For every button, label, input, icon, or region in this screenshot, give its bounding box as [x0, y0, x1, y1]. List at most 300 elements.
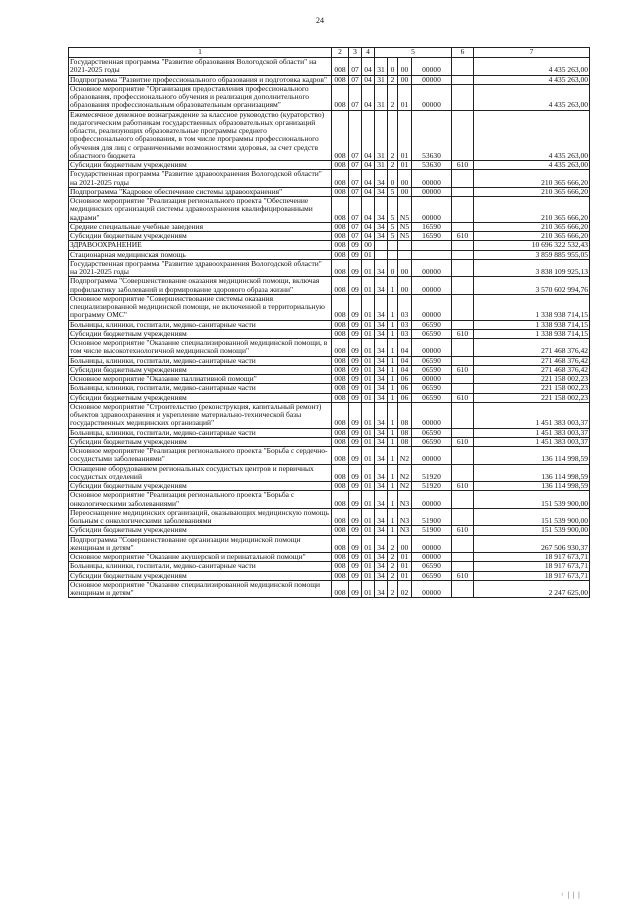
row-code-cell: 610	[452, 571, 474, 580]
row-code-cell: 06	[398, 375, 412, 384]
row-name-cell: Ежемесячное денежное вознаграждение за классное руководство (кураторство) педагогическим работникам государственных образовательных организаций области, реализующих образовательные программы среднего профессионального образования, в том числе программы профессионального обучения для лиц с ограниченными возможностями здоровья, за счет средств областного бюджета	[69, 110, 332, 161]
row-code-cell: 51900	[412, 526, 452, 535]
row-code-cell: 04	[362, 84, 375, 110]
row-code-cell: 00	[398, 535, 412, 553]
row-code-cell: 01	[362, 375, 375, 384]
row-code-cell: 03	[398, 320, 412, 329]
row-code-cell	[452, 222, 474, 231]
row-code-cell: 34	[375, 197, 388, 223]
row-code-cell: 34	[375, 277, 388, 295]
row-code-cell: 008	[332, 447, 349, 465]
row-code-cell: 01	[362, 482, 375, 491]
row-code-cell: 008	[332, 365, 349, 374]
row-code-cell: 09	[349, 437, 362, 446]
row-amount-cell: 151 539 900,00	[474, 508, 590, 526]
row-code-cell: 2	[388, 553, 398, 562]
row-amount-cell: 210 365 666,20	[474, 187, 590, 196]
row-code-cell: 2	[388, 535, 398, 553]
table-row	[69, 428, 590, 437]
row-name-cell: Субсидии бюджетным учреждениям	[69, 329, 332, 338]
row-code-cell: N5	[398, 232, 412, 241]
row-code-cell: 008	[332, 110, 349, 161]
row-code-cell: 1	[388, 356, 398, 365]
row-code-cell: 08	[398, 437, 412, 446]
row-name-cell: Оснащение оборудованием региональных сосудистых центров и первичных сосудистых отделений	[69, 464, 332, 482]
row-code-cell: N3	[398, 508, 412, 526]
row-code-cell: 01	[362, 491, 375, 509]
table-row	[69, 329, 590, 338]
row-amount-cell: 1 338 938 714,15	[474, 320, 590, 329]
row-name-cell: Подпрограмма "Совершенствование организации медицинской помощи женщинам и детям"	[69, 535, 332, 553]
row-code-cell: 08	[398, 402, 412, 428]
row-name-cell: Основное мероприятие "Реализация регионального проекта "Борьба с онкологическими заболеваниями"	[69, 491, 332, 509]
row-code-cell: 07	[349, 187, 362, 196]
table-row	[69, 365, 590, 374]
row-code-cell: 008	[332, 535, 349, 553]
row-code-cell: N3	[398, 491, 412, 509]
row-amount-cell: 2 247 625,00	[474, 580, 590, 598]
row-code-cell: 5	[388, 232, 398, 241]
row-code-cell: 5	[388, 197, 398, 223]
table-row	[69, 320, 590, 329]
table-row	[69, 447, 590, 465]
row-code-cell: 51920	[412, 482, 452, 491]
row-amount-cell: 271 468 376,42	[474, 365, 590, 374]
row-code-cell: 31	[375, 161, 388, 170]
row-code-cell: 5	[388, 187, 398, 196]
row-code-cell: 008	[332, 526, 349, 535]
row-amount-cell: 1 451 383 003,37	[474, 437, 590, 446]
row-amount-cell: 10 696 322 532,43	[474, 241, 590, 250]
row-code-cell: 008	[332, 384, 349, 393]
row-code-cell: 34	[375, 447, 388, 465]
row-code-cell: 00	[398, 75, 412, 84]
row-code-cell	[452, 508, 474, 526]
row-amount-cell: 18 917 673,71	[474, 571, 590, 580]
row-code-cell: 01	[362, 384, 375, 393]
table-header-row	[69, 48, 590, 58]
table-body	[69, 58, 590, 598]
row-amount-cell: 210 365 666,20	[474, 197, 590, 223]
row-code-cell: 01	[362, 508, 375, 526]
row-code-cell: 5	[388, 222, 398, 231]
row-code-cell: 008	[332, 437, 349, 446]
row-code-cell: N3	[398, 526, 412, 535]
row-code-cell: 04	[362, 58, 375, 76]
row-code-cell: 01	[398, 161, 412, 170]
row-code-cell: 610	[452, 437, 474, 446]
row-code-cell	[452, 294, 474, 320]
row-name-cell: Основное мероприятие "Реализация регионального проекта "Борьба с сердечно-сосудистыми заболеваниями"	[69, 447, 332, 465]
row-amount-cell: 151 539 900,00	[474, 491, 590, 509]
table-row	[69, 58, 590, 76]
row-name-cell: Субсидии бюджетным учреждениям	[69, 526, 332, 535]
row-code-cell: 04	[362, 110, 375, 161]
row-code-cell: 00000	[412, 491, 452, 509]
row-code-cell: 00000	[412, 187, 452, 196]
row-name-cell: Подпрограмма "Развитие профессионального образования и подготовка кадров"	[69, 75, 332, 84]
row-code-cell	[452, 320, 474, 329]
row-code-cell: 01	[362, 464, 375, 482]
table-row	[69, 356, 590, 365]
row-code-cell	[452, 277, 474, 295]
row-code-cell: 00000	[412, 447, 452, 465]
row-code-cell: 07	[349, 58, 362, 76]
row-code-cell: 01	[362, 526, 375, 535]
row-code-cell: 04	[362, 197, 375, 223]
row-code-cell: 06590	[412, 356, 452, 365]
row-code-cell: 00000	[412, 197, 452, 223]
row-name-cell: ЗДРАВООХРАНЕНИЕ	[69, 241, 332, 250]
row-code-cell: 00000	[412, 553, 452, 562]
row-code-cell	[452, 447, 474, 465]
row-amount-cell: 4 435 263,00	[474, 161, 590, 170]
row-code-cell	[452, 241, 474, 250]
row-code-cell: 09	[349, 329, 362, 338]
row-code-cell: 1	[388, 365, 398, 374]
row-amount-cell: 271 468 376,42	[474, 356, 590, 365]
row-code-cell: 09	[349, 294, 362, 320]
row-code-cell: 09	[349, 356, 362, 365]
row-amount-cell: 1 451 383 003,37	[474, 428, 590, 437]
table-row	[69, 197, 590, 223]
row-code-cell: 008	[332, 58, 349, 76]
row-code-cell: 00	[398, 259, 412, 277]
table-row	[69, 84, 590, 110]
table-row	[69, 562, 590, 571]
row-code-cell: 008	[332, 259, 349, 277]
row-name-cell: Государственная программа "Развитие здравоохранения Вологодской области" на 2021-2025 годы	[69, 170, 332, 188]
row-code-cell: 2	[388, 571, 398, 580]
row-name-cell: Основное мероприятие "Организация предоставления профессионального образования, профессионального обучения и реализация дополнительного образования профессиональным образовательным организациям"	[69, 84, 332, 110]
row-name-cell: Подпрограмма "Совершенствование оказания медицинской помощи, включая профилактику заболеваний и формирование здорового образа жизни"	[69, 277, 332, 295]
row-code-cell: 1	[388, 428, 398, 437]
row-code-cell: 01	[362, 393, 375, 402]
table-row	[69, 571, 590, 580]
row-code-cell: 2	[388, 161, 398, 170]
row-amount-cell: 4 435 263,00	[474, 75, 590, 84]
row-name-cell: Больницы, клиники, госпитали, медико-санитарные части	[69, 356, 332, 365]
row-name-cell: Субсидии бюджетным учреждениям	[69, 161, 332, 170]
row-code-cell: N2	[398, 464, 412, 482]
row-code-cell: 01	[362, 250, 375, 259]
row-code-cell: 34	[375, 329, 388, 338]
row-name-cell: Основное мероприятие "Оказание специализированной медицинской помощи, в том числе высокотехнологичной медицинской помощи"	[69, 339, 332, 357]
row-code-cell: 06590	[412, 437, 452, 446]
row-code-cell: 00000	[412, 375, 452, 384]
row-code-cell: 00	[398, 187, 412, 196]
row-code-cell: 06590	[412, 365, 452, 374]
row-code-cell: 008	[332, 222, 349, 231]
row-amount-cell: 4 435 263,00	[474, 110, 590, 161]
row-code-cell	[452, 197, 474, 223]
row-code-cell	[412, 250, 452, 259]
row-code-cell: 01	[398, 571, 412, 580]
row-code-cell	[452, 402, 474, 428]
row-code-cell: 01	[362, 437, 375, 446]
row-amount-cell: 136 114 998,59	[474, 447, 590, 465]
row-code-cell	[452, 75, 474, 84]
row-code-cell: 34	[375, 222, 388, 231]
row-amount-cell: 210 365 666,20	[474, 232, 590, 241]
row-code-cell: 008	[332, 241, 349, 250]
row-code-cell: 04	[398, 356, 412, 365]
row-code-cell	[452, 491, 474, 509]
row-code-cell: 01	[362, 365, 375, 374]
row-code-cell: 008	[332, 232, 349, 241]
row-code-cell	[452, 259, 474, 277]
row-code-cell: 00	[362, 241, 375, 250]
row-code-cell: 34	[375, 294, 388, 320]
row-code-cell: 008	[332, 553, 349, 562]
row-name-cell: Больницы, клиники, госпитали, медико-санитарные части	[69, 562, 332, 571]
row-amount-cell: 1 451 383 003,37	[474, 402, 590, 428]
row-code-cell: 06590	[412, 571, 452, 580]
row-code-cell: 07	[349, 197, 362, 223]
row-code-cell	[452, 562, 474, 571]
row-code-cell: N5	[398, 222, 412, 231]
row-name-cell: Основное мероприятие "Оказание паллиативной помощи"	[69, 375, 332, 384]
row-code-cell: 31	[375, 84, 388, 110]
row-code-cell: 09	[349, 482, 362, 491]
row-code-cell: 008	[332, 508, 349, 526]
row-code-cell: 610	[452, 482, 474, 491]
row-code-cell: 04	[362, 187, 375, 196]
row-code-cell: 31	[375, 110, 388, 161]
row-code-cell: 008	[332, 464, 349, 482]
row-code-cell: 1	[388, 464, 398, 482]
row-code-cell: 008	[332, 277, 349, 295]
row-code-cell: 08	[398, 428, 412, 437]
table-row	[69, 75, 590, 84]
row-code-cell	[452, 356, 474, 365]
row-code-cell: 00000	[412, 170, 452, 188]
row-code-cell: 09	[349, 365, 362, 374]
row-code-cell	[388, 241, 398, 250]
row-code-cell: N2	[398, 482, 412, 491]
row-code-cell	[452, 384, 474, 393]
row-amount-cell: 151 539 900,00	[474, 526, 590, 535]
row-code-cell	[398, 241, 412, 250]
row-code-cell: 01	[398, 84, 412, 110]
row-amount-cell: 18 917 673,71	[474, 553, 590, 562]
row-code-cell: 09	[349, 535, 362, 553]
row-name-cell: Основное мероприятие "Оказание акушерской и перинатальной помощи"	[69, 553, 332, 562]
row-code-cell: 34	[375, 526, 388, 535]
row-code-cell: 00000	[412, 339, 452, 357]
row-code-cell: 00	[398, 58, 412, 76]
row-code-cell: 34	[375, 482, 388, 491]
row-code-cell: 1	[388, 375, 398, 384]
row-code-cell: 1	[388, 526, 398, 535]
row-code-cell: 008	[332, 571, 349, 580]
row-code-cell: 01	[362, 428, 375, 437]
row-code-cell: 00000	[412, 402, 452, 428]
row-code-cell	[398, 250, 412, 259]
row-code-cell: 00000	[412, 294, 452, 320]
row-code-cell	[452, 339, 474, 357]
row-name-cell: Субсидии бюджетным учреждениям	[69, 437, 332, 446]
row-code-cell: 07	[349, 170, 362, 188]
row-code-cell: 00000	[412, 277, 452, 295]
row-code-cell: 008	[332, 393, 349, 402]
row-name-cell: Субсидии бюджетным учреждениям	[69, 365, 332, 374]
table-row	[69, 241, 590, 250]
row-amount-cell: 18 917 673,71	[474, 562, 590, 571]
row-code-cell: 01	[362, 259, 375, 277]
row-code-cell: 2	[388, 580, 398, 598]
column-header: 6	[452, 48, 474, 58]
table-row	[69, 535, 590, 553]
column-header: 3	[349, 48, 362, 58]
row-name-cell: Основное мероприятие "Реализация регионального проекта "Обеспечение медицинских организаций системы здравоохранения квалифицированными кадрами"	[69, 197, 332, 223]
row-code-cell: 09	[349, 580, 362, 598]
row-code-cell	[452, 375, 474, 384]
row-code-cell: 06	[398, 384, 412, 393]
row-code-cell	[452, 580, 474, 598]
row-code-cell: 34	[375, 320, 388, 329]
row-code-cell	[452, 58, 474, 76]
row-code-cell: 610	[452, 161, 474, 170]
row-name-cell: Стационарная медицинская помощь	[69, 250, 332, 259]
row-name-cell: Подпрограмма "Кадровое обеспечение системы здравоохранения"	[69, 187, 332, 196]
row-code-cell: 1	[388, 329, 398, 338]
row-code-cell: 1	[388, 482, 398, 491]
row-code-cell: 06590	[412, 393, 452, 402]
row-code-cell: 34	[375, 553, 388, 562]
row-code-cell: 0	[388, 170, 398, 188]
row-amount-cell: 1 338 938 714,15	[474, 329, 590, 338]
row-code-cell: 610	[452, 329, 474, 338]
row-code-cell: 008	[332, 329, 349, 338]
table-row	[69, 482, 590, 491]
row-code-cell: 1	[388, 447, 398, 465]
row-code-cell: 01	[362, 562, 375, 571]
row-code-cell: 1	[388, 437, 398, 446]
row-code-cell	[412, 241, 452, 250]
row-code-cell: 09	[349, 447, 362, 465]
row-code-cell: 00000	[412, 84, 452, 110]
row-code-cell: 34	[375, 571, 388, 580]
row-code-cell: 008	[332, 491, 349, 509]
row-code-cell	[452, 464, 474, 482]
table-row	[69, 161, 590, 170]
row-code-cell	[452, 110, 474, 161]
table-row	[69, 250, 590, 259]
row-code-cell: 51920	[412, 464, 452, 482]
row-code-cell	[452, 84, 474, 110]
row-code-cell: 01	[362, 356, 375, 365]
row-code-cell: 04	[362, 232, 375, 241]
row-code-cell: 008	[332, 402, 349, 428]
row-code-cell: 07	[349, 232, 362, 241]
row-code-cell: 008	[332, 197, 349, 223]
row-code-cell: 07	[349, 222, 362, 231]
table-row	[69, 294, 590, 320]
row-code-cell: 008	[332, 580, 349, 598]
table-row	[69, 170, 590, 188]
row-code-cell: 00	[398, 277, 412, 295]
row-code-cell: 008	[332, 428, 349, 437]
row-code-cell: 00000	[412, 58, 452, 76]
row-name-cell: Основное мероприятие "Совершенствование системы оказания специализированной медицинской помощи, не включенной в территориальную программу ОМС"	[69, 294, 332, 320]
table-row	[69, 187, 590, 196]
table-row	[69, 259, 590, 277]
row-code-cell: 1	[388, 508, 398, 526]
row-code-cell: 008	[332, 294, 349, 320]
row-code-cell: 34	[375, 428, 388, 437]
row-code-cell: 53630	[412, 110, 452, 161]
row-code-cell: 1	[388, 294, 398, 320]
row-code-cell: 51900	[412, 508, 452, 526]
row-code-cell: 0	[388, 58, 398, 76]
row-code-cell	[452, 187, 474, 196]
row-code-cell: 008	[332, 562, 349, 571]
row-code-cell: 02	[398, 580, 412, 598]
row-name-cell: Субсидии бюджетным учреждениям	[69, 571, 332, 580]
row-code-cell: 008	[332, 482, 349, 491]
table-row	[69, 508, 590, 526]
row-code-cell: 34	[375, 491, 388, 509]
table-row	[69, 580, 590, 598]
row-code-cell: 00000	[412, 535, 452, 553]
row-code-cell: N5	[398, 197, 412, 223]
table-row	[69, 393, 590, 402]
row-amount-cell: 4 435 263,00	[474, 84, 590, 110]
row-code-cell: 008	[332, 161, 349, 170]
table-row	[69, 110, 590, 161]
row-code-cell	[452, 535, 474, 553]
table-row	[69, 491, 590, 509]
row-code-cell: 008	[332, 375, 349, 384]
row-name-cell: Основное мероприятие "Оказание специализированной медицинской помощи женщинам и детям"	[69, 580, 332, 598]
row-code-cell: 07	[349, 75, 362, 84]
row-code-cell: 53630	[412, 161, 452, 170]
row-code-cell: 610	[452, 232, 474, 241]
table-row	[69, 232, 590, 241]
row-code-cell: 008	[332, 170, 349, 188]
row-amount-cell: 221 158 002,23	[474, 384, 590, 393]
table-row	[69, 526, 590, 535]
row-code-cell	[375, 241, 388, 250]
row-code-cell: 03	[398, 329, 412, 338]
row-code-cell	[452, 170, 474, 188]
row-code-cell: 09	[349, 428, 362, 437]
row-code-cell: 04	[362, 170, 375, 188]
row-amount-cell: 210 365 666,20	[474, 170, 590, 188]
row-code-cell: 07	[349, 84, 362, 110]
row-code-cell: 34	[375, 259, 388, 277]
row-code-cell: 01	[362, 571, 375, 580]
row-code-cell: 008	[332, 84, 349, 110]
row-code-cell: 34	[375, 580, 388, 598]
column-header: 2	[332, 48, 349, 58]
row-code-cell: 09	[349, 526, 362, 535]
table-row	[69, 384, 590, 393]
row-code-cell: 04	[362, 222, 375, 231]
table-row	[69, 402, 590, 428]
row-code-cell: 00	[398, 170, 412, 188]
row-code-cell: 01	[362, 339, 375, 357]
row-amount-cell: 136 114 998,59	[474, 464, 590, 482]
row-code-cell: 008	[332, 356, 349, 365]
row-code-cell: 2	[388, 84, 398, 110]
row-name-cell: Больницы, клиники, госпитали, медико-санитарные части	[69, 320, 332, 329]
row-code-cell: 09	[349, 320, 362, 329]
row-code-cell: 04	[362, 161, 375, 170]
row-code-cell: 2	[388, 562, 398, 571]
row-code-cell: 06	[398, 393, 412, 402]
